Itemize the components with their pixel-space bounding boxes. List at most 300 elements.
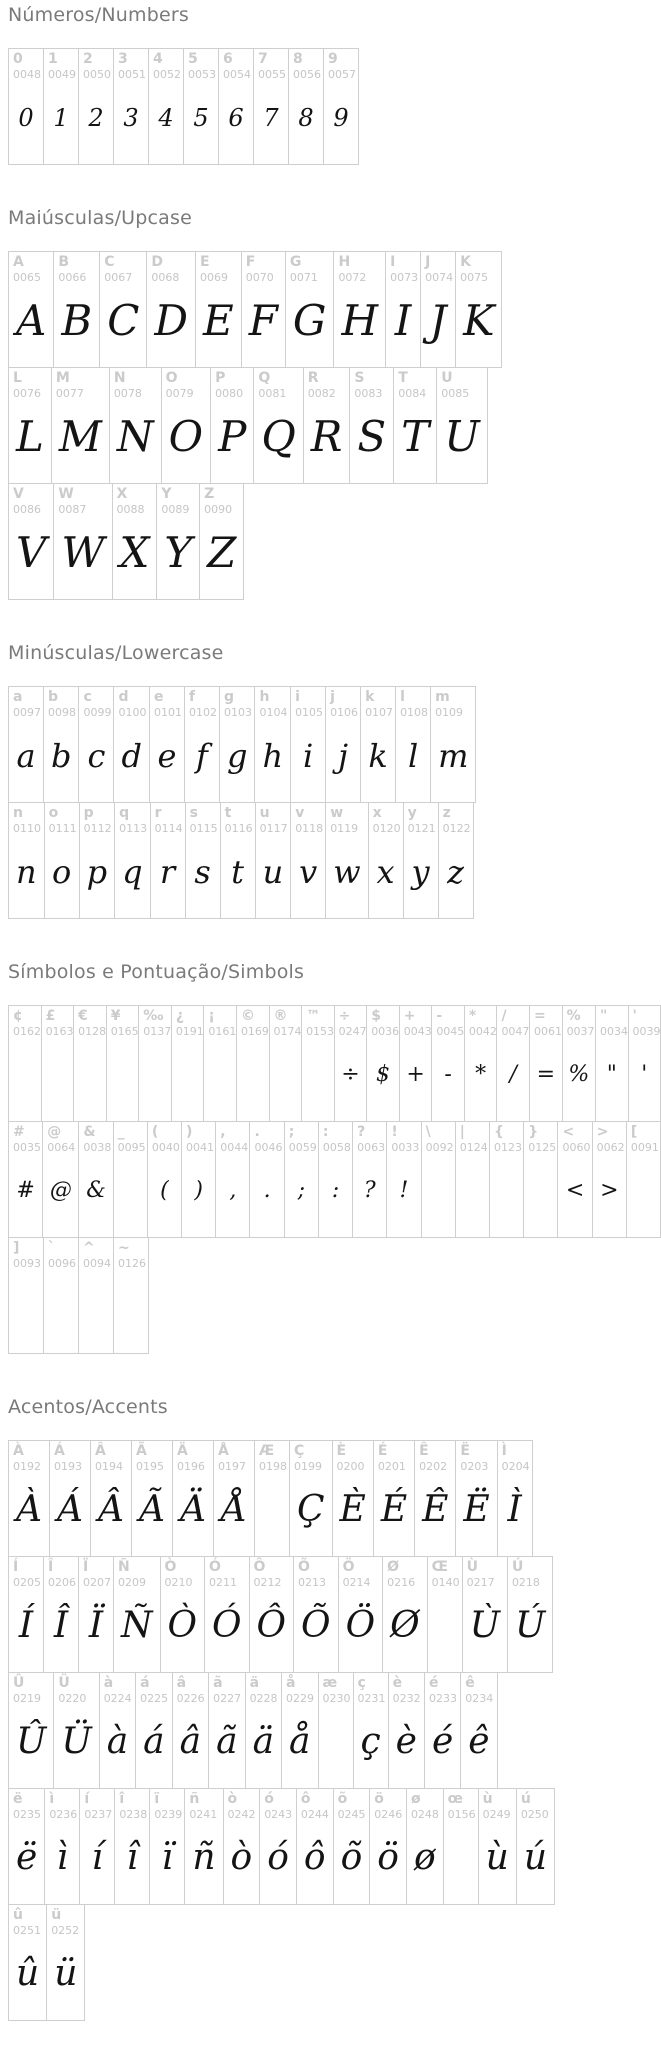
cell-character-label: U <box>441 370 453 386</box>
glyph-cell <box>386 1121 421 1238</box>
glyph-cell <box>148 48 184 165</box>
cell-unicode-code: 0080 <box>215 387 244 401</box>
cell-unicode-code: 0062 <box>596 1141 625 1155</box>
glyph-cell <box>424 1672 461 1789</box>
glyph-cell <box>460 1672 497 1789</box>
cell-character-label: H <box>338 254 351 270</box>
glyph-cell <box>436 367 487 484</box>
glyph-cell <box>79 1788 115 1905</box>
cell-character-label: ¢ <box>13 1008 23 1024</box>
cell-glyph: c <box>87 736 106 775</box>
cell-unicode-code: 0070 <box>245 271 274 285</box>
cell-glyph: p <box>86 852 108 891</box>
glyph-cell <box>529 1005 563 1122</box>
cell-character-label: - <box>436 1008 443 1024</box>
glyph-cell <box>349 367 394 484</box>
glyph-cell <box>78 1556 114 1673</box>
cell-glyph: B <box>61 296 93 346</box>
section-accents <box>8 1396 661 2021</box>
cell-unicode-code: 0126 <box>118 1257 146 1271</box>
cell-unicode-code: 0049 <box>48 68 76 82</box>
cell-unicode-code: 0078 <box>113 387 142 401</box>
glyph-cell <box>161 367 211 484</box>
cell-glyph: j <box>338 736 349 775</box>
cell-character-label: ï <box>154 1791 160 1807</box>
glyph-cell <box>8 1121 43 1238</box>
cell-glyph: X <box>119 528 150 578</box>
cell-glyph: Ø <box>390 1605 420 1647</box>
cell-character-label: Ì <box>501 1443 507 1459</box>
cell-unicode-code: 0091 <box>630 1141 659 1155</box>
glyph-cell <box>44 802 80 919</box>
cell-unicode-code: 0235 <box>13 1808 41 1822</box>
cell-character-label: k <box>365 689 375 705</box>
cell-character-label: Œ <box>431 1559 448 1575</box>
glyph-cell <box>49 1440 91 1557</box>
cell-character-label: © <box>240 1008 255 1024</box>
cell-unicode-code: 0244 <box>300 1808 329 1822</box>
cell-unicode-code: 0238 <box>119 1808 148 1822</box>
glyph-cell <box>557 1121 592 1238</box>
character-row <box>8 686 661 803</box>
character-row <box>8 1237 661 1354</box>
glyph-cell <box>184 1788 223 1905</box>
cell-character-label: } <box>528 1124 539 1140</box>
cell-unicode-code: 0047 <box>501 1025 530 1039</box>
cell-glyph <box>9 1038 41 1121</box>
cell-glyph <box>456 1154 489 1237</box>
cell-glyph: Ê <box>422 1489 449 1531</box>
cell-glyph: " <box>606 1062 617 1088</box>
glyph-cell <box>360 686 396 803</box>
glyph-cell <box>8 802 45 919</box>
glyph-cell <box>366 1005 400 1122</box>
glyph-cell <box>8 1672 54 1789</box>
cell-character-label: / <box>501 1008 507 1024</box>
cell-glyph: Ä <box>180 1489 206 1531</box>
cell-glyph: ' <box>641 1062 648 1088</box>
cell-glyph: Ç <box>297 1489 325 1531</box>
glyph-cell <box>325 686 361 803</box>
cell-unicode-code: 0218 <box>511 1576 540 1590</box>
cell-character-label: ¿ <box>175 1008 184 1024</box>
cell-glyph: Î <box>53 1605 69 1647</box>
cell-unicode-code: 0234 <box>465 1692 494 1706</box>
glyph-cell <box>79 802 115 919</box>
cell-character-label: 8 <box>293 51 303 67</box>
cell-glyph: U <box>444 412 480 462</box>
glyph-cell <box>290 802 326 919</box>
cell-glyph: õ <box>340 1837 363 1879</box>
cell-character-label: 3 <box>118 51 128 67</box>
glyph-cell <box>323 48 359 165</box>
cell-character-label: í <box>84 1791 90 1807</box>
cell-glyph <box>319 1705 353 1788</box>
cell-glyph: À <box>16 1489 42 1531</box>
glyph-cell <box>507 1556 553 1673</box>
cell-character-label: À <box>13 1443 24 1459</box>
cell-unicode-code: 0209 <box>118 1576 146 1590</box>
cell-character-label: ë <box>13 1791 23 1807</box>
glyph-cell <box>289 1440 333 1557</box>
glyph-cell <box>373 1440 415 1557</box>
cell-character-label: ^ <box>83 1240 95 1256</box>
cell-unicode-code: 0230 <box>322 1692 351 1706</box>
cell-character-label: = <box>534 1008 546 1024</box>
cell-unicode-code: 0051 <box>118 68 146 82</box>
section-title: Números/Numbers <box>8 4 189 26</box>
cell-character-label: ~ <box>118 1240 130 1256</box>
cell-glyph: + <box>406 1062 425 1088</box>
cell-unicode-code: 0108 <box>400 706 429 720</box>
cell-character-label: < <box>562 1124 575 1140</box>
glyph-cell <box>43 48 79 165</box>
cell-unicode-code: 0092 <box>425 1141 454 1155</box>
cell-glyph: 0 <box>18 103 34 132</box>
cell-unicode-code: 0115 <box>189 822 218 836</box>
cell-unicode-code: 0197 <box>218 1460 246 1474</box>
glyph-cell <box>204 1556 250 1673</box>
cell-glyph: Z <box>207 528 237 578</box>
cell-unicode-code: 0227 <box>213 1692 242 1706</box>
cell-unicode-code: 0249 <box>482 1808 511 1822</box>
cell-character-label: Ñ <box>118 1559 130 1575</box>
glyph-cell <box>333 251 386 368</box>
cell-glyph: z <box>447 852 464 891</box>
cell-glyph: . <box>263 1178 271 1204</box>
glyph-cell <box>303 367 351 484</box>
cell-character-label: ¥ <box>110 1008 121 1024</box>
cell-glyph: É <box>380 1489 408 1531</box>
glyph-cell <box>43 686 79 803</box>
glyph-cell <box>403 802 439 919</box>
glyph-cell <box>150 802 186 919</box>
cell-unicode-code: 0225 <box>140 1692 169 1706</box>
cell-unicode-code: 0251 <box>13 1924 41 1938</box>
glyph-cell <box>497 1440 533 1557</box>
cell-glyph: O <box>168 412 204 462</box>
cell-character-label: x <box>372 805 382 821</box>
cell-unicode-code: 0121 <box>407 822 436 836</box>
cell-unicode-code: 0063 <box>357 1141 386 1155</box>
cell-character-label: e <box>153 689 164 705</box>
cell-unicode-code: 0110 <box>13 822 41 836</box>
cell-glyph: # <box>16 1178 35 1204</box>
cell-unicode-code: 0111 <box>48 822 77 836</box>
cell-glyph: E <box>203 296 234 346</box>
cell-character-label: 1 <box>48 51 58 67</box>
glyph-cell <box>285 251 335 368</box>
cell-character-label: M <box>55 370 70 386</box>
glyph-cell <box>213 1440 255 1557</box>
character-row <box>8 1005 661 1122</box>
cell-unicode-code: 0050 <box>83 68 111 82</box>
glyph-cell <box>430 686 476 803</box>
cell-unicode-code: 0214 <box>342 1576 371 1590</box>
cell-character-label: o <box>48 805 59 821</box>
cell-character-label: Ô <box>253 1559 266 1575</box>
cell-glyph: b <box>51 736 72 775</box>
cell-unicode-code: 0058 <box>322 1141 351 1155</box>
cell-character-label: w <box>330 805 344 821</box>
cell-unicode-code: 0059 <box>288 1141 317 1155</box>
cell-glyph: x <box>376 852 395 891</box>
glyph-cell <box>78 1121 113 1238</box>
cell-unicode-code: 0100 <box>118 706 147 720</box>
cell-character-label: Ö <box>342 1559 355 1575</box>
glyph-cell <box>281 1672 318 1789</box>
glyph-cell <box>296 1788 334 1905</box>
cell-character-label: _ <box>117 1124 125 1140</box>
cell-unicode-code: 0098 <box>48 706 76 720</box>
cell-glyph: o <box>51 852 72 891</box>
glyph-cell <box>131 1440 173 1557</box>
cell-character-label: ¡ <box>208 1008 215 1024</box>
cell-unicode-code: 0203 <box>460 1460 489 1474</box>
cell-character-label: Ê <box>419 1443 429 1459</box>
cell-glyph: < <box>565 1178 585 1204</box>
cell-character-label: œ <box>447 1791 463 1807</box>
glyph-cell <box>353 1672 389 1789</box>
glyph-cell <box>421 1121 456 1238</box>
cell-glyph: C <box>107 296 140 346</box>
glyph-cell <box>368 802 404 919</box>
glyph-cell <box>382 1556 428 1673</box>
cell-glyph: 7 <box>263 103 279 132</box>
cell-character-label: N <box>113 370 126 386</box>
cell-character-label: Å <box>218 1443 229 1459</box>
glyph-cell <box>443 1788 479 1905</box>
cell-glyph: v <box>299 852 318 891</box>
cell-unicode-code: 0057 <box>328 68 356 82</box>
cell-glyph: à <box>106 1721 129 1763</box>
glyph-cell <box>99 251 147 368</box>
cell-character-label: + <box>403 1008 416 1024</box>
cell-character-label: i <box>295 689 300 705</box>
glyph-cell <box>113 48 149 165</box>
cell-glyph <box>302 1038 334 1121</box>
cell-character-label: ™ <box>306 1008 321 1024</box>
cell-character-label: ì <box>49 1791 55 1807</box>
glyph-cell <box>43 1556 79 1673</box>
cell-glyph: 3 <box>123 103 139 132</box>
cell-character-label: ! <box>391 1124 398 1140</box>
glyph-cell <box>199 483 244 600</box>
cell-unicode-code: 0095 <box>117 1141 146 1155</box>
cell-glyph: Â <box>98 1489 124 1531</box>
glyph-cell <box>147 1121 182 1238</box>
cell-unicode-code: 0239 <box>154 1808 183 1822</box>
cell-character-label: J <box>425 254 431 270</box>
cell-character-label: u <box>259 805 270 821</box>
cell-glyph: ì <box>56 1837 69 1879</box>
cell-glyph <box>627 1154 660 1237</box>
glyph-cell <box>195 251 242 368</box>
glyph-cell <box>114 1788 150 1905</box>
cell-unicode-code: 0036 <box>371 1025 400 1039</box>
cell-character-label: ó <box>264 1791 274 1807</box>
character-row <box>8 1904 661 2021</box>
cell-unicode-code: 0060 <box>562 1141 591 1155</box>
cell-unicode-code: 0072 <box>338 271 367 285</box>
cell-glyph: & <box>86 1178 106 1204</box>
cell-glyph: K <box>463 296 495 346</box>
cell-character-label: ® <box>273 1008 288 1024</box>
cell-glyph: Ù <box>469 1605 500 1647</box>
cell-character-label: ê <box>465 1675 475 1691</box>
cell-glyph: 5 <box>193 103 209 132</box>
glyph-cell <box>114 802 150 919</box>
cell-character-label: h <box>259 689 270 705</box>
glyph-cell <box>78 1237 114 1354</box>
glyph-cell <box>208 1672 245 1789</box>
cell-character-label: á <box>140 1675 150 1691</box>
cell-unicode-code: 0076 <box>13 387 41 401</box>
cell-character-label: 7 <box>258 51 268 67</box>
cell-character-label: W <box>58 486 74 502</box>
glyph-cell <box>259 1788 297 1905</box>
cell-glyph: ë <box>16 1837 38 1879</box>
cell-glyph: 2 <box>88 103 104 132</box>
glyph-cell <box>8 1788 45 1905</box>
cell-unicode-code: 0104 <box>259 706 288 720</box>
cell-unicode-code: 0242 <box>227 1808 256 1822</box>
cell-character-label: | <box>459 1124 465 1140</box>
cell-glyph: Ò <box>167 1605 198 1647</box>
cell-glyph: = <box>536 1062 555 1088</box>
glyph-cell <box>626 1121 661 1238</box>
cell-unicode-code: 0207 <box>83 1576 111 1590</box>
cell-glyph: y <box>411 852 430 891</box>
cell-glyph: D <box>154 296 189 346</box>
glyph-cell <box>8 367 52 484</box>
cell-character-label: % <box>566 1008 581 1024</box>
cell-unicode-code: 0153 <box>306 1025 335 1039</box>
cell-glyph: ÷ <box>341 1062 360 1088</box>
cell-unicode-code: 0128 <box>78 1025 107 1039</box>
cell-unicode-code: 0216 <box>387 1576 416 1590</box>
glyph-cell <box>51 367 110 484</box>
cell-unicode-code: 0193 <box>54 1460 82 1474</box>
glyph-cell <box>8 1005 42 1122</box>
cell-glyph: î <box>126 1837 139 1879</box>
glyph-cell <box>254 1440 290 1557</box>
cell-character-label: Á <box>54 1443 65 1459</box>
character-row <box>8 1672 661 1789</box>
cell-character-label: å <box>286 1675 296 1691</box>
cell-glyph: l <box>407 736 419 775</box>
glyph-cell <box>78 48 114 165</box>
cell-unicode-code: 0248 <box>410 1808 439 1822</box>
glyph-cell <box>388 1672 425 1789</box>
cell-unicode-code: 0194 <box>95 1460 123 1474</box>
cell-unicode-code: 0192 <box>13 1460 41 1474</box>
cell-glyph: ê <box>468 1721 490 1763</box>
cell-unicode-code: 0106 <box>330 706 359 720</box>
glyph-cell <box>290 686 326 803</box>
cell-unicode-code: 0093 <box>13 1257 41 1271</box>
cell-glyph: Û <box>16 1721 47 1763</box>
cell-glyph: % <box>568 1062 590 1088</box>
cell-character-label: r <box>154 805 162 821</box>
cell-glyph: N <box>116 412 154 462</box>
glyph-cell <box>334 1005 368 1122</box>
character-row <box>8 367 661 484</box>
cell-character-label: s <box>189 805 198 821</box>
cell-glyph <box>422 1154 455 1237</box>
glyph-cell <box>184 686 220 803</box>
glyph-cell <box>42 1121 79 1238</box>
glyph-cell <box>393 367 437 484</box>
cell-unicode-code: 0099 <box>83 706 112 720</box>
cell-unicode-code: 0169 <box>240 1025 269 1039</box>
cell-character-label: õ <box>337 1791 348 1807</box>
glyph-cell <box>254 686 291 803</box>
glyph-cell <box>160 1556 206 1673</box>
cell-unicode-code: 0061 <box>534 1025 562 1039</box>
cell-glyph: ç <box>360 1721 381 1763</box>
cell-glyph: ø <box>413 1837 436 1879</box>
cell-character-label: Æ <box>259 1443 275 1459</box>
cell-glyph: F <box>248 296 278 346</box>
cell-unicode-code: 0122 <box>442 822 471 836</box>
cell-character-label: T <box>398 370 408 386</box>
cell-character-label: ( <box>151 1124 159 1140</box>
cell-glyph: Ö <box>345 1605 376 1647</box>
cell-character-label: # <box>13 1124 25 1140</box>
cell-unicode-code: 0086 <box>13 503 41 517</box>
cell-unicode-code: 0246 <box>374 1808 403 1822</box>
glyph-cell <box>414 1440 456 1557</box>
cell-unicode-code: 0199 <box>294 1460 322 1474</box>
cell-character-label: € <box>78 1008 88 1024</box>
cell-unicode-code: 0124 <box>459 1141 488 1155</box>
cell-unicode-code: 0101 <box>153 706 182 720</box>
cell-unicode-code: 0040 <box>151 1141 180 1155</box>
cell-unicode-code: 0055 <box>258 68 286 82</box>
cell-glyph: k <box>368 736 388 775</box>
cell-character-label: \ <box>425 1124 431 1140</box>
cell-character-label: E <box>200 254 210 270</box>
cell-glyph: ä <box>252 1721 275 1763</box>
glyph-cell <box>185 802 221 919</box>
cell-glyph: ó <box>267 1837 289 1879</box>
cell-glyph: 4 <box>158 103 174 132</box>
cell-character-label: Ë <box>460 1443 470 1459</box>
cell-character-label: é <box>428 1675 439 1691</box>
cell-unicode-code: 0232 <box>392 1692 421 1706</box>
cell-character-label: P <box>215 370 226 386</box>
cell-character-label: â <box>176 1675 187 1691</box>
cell-unicode-code: 0041 <box>186 1141 215 1155</box>
glyph-cell <box>245 1672 282 1789</box>
cell-unicode-code: 0066 <box>58 271 87 285</box>
section-rows <box>8 48 661 165</box>
cell-unicode-code: 0217 <box>466 1576 495 1590</box>
cell-glyph: M <box>58 412 102 462</box>
glyph-cell <box>523 1121 558 1238</box>
cell-character-label: a <box>13 689 23 705</box>
cell-glyph: û <box>16 1953 40 1995</box>
glyph-cell <box>172 1672 209 1789</box>
cell-glyph: R <box>310 412 343 462</box>
glyph-cell <box>338 1556 384 1673</box>
cell-glyph <box>428 1589 462 1672</box>
glyph-cell <box>8 483 54 600</box>
glyph-cell <box>135 1672 172 1789</box>
glyph-cell <box>249 1556 295 1673</box>
glyph-cell <box>284 1121 319 1238</box>
